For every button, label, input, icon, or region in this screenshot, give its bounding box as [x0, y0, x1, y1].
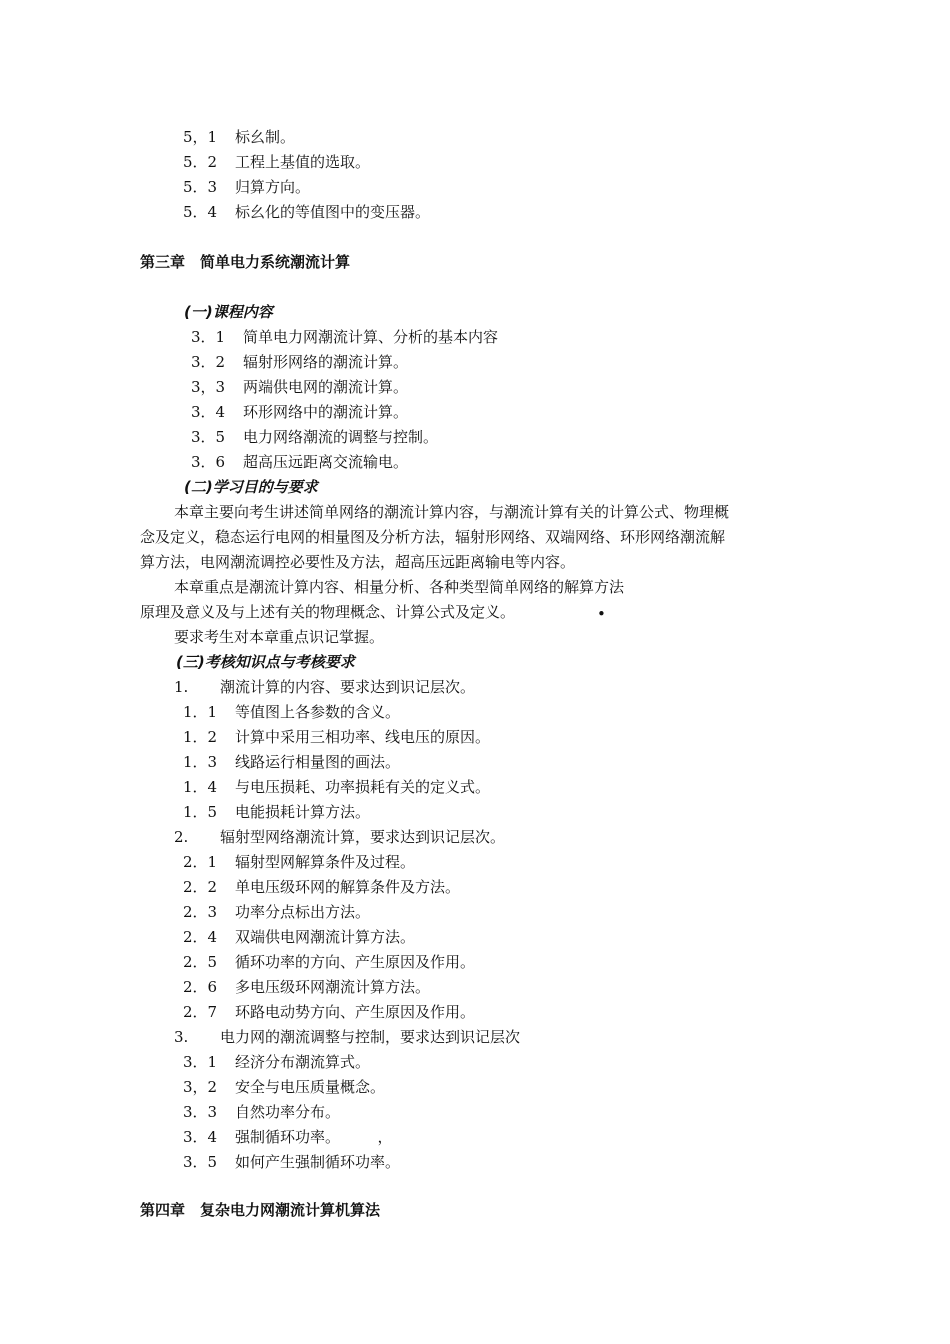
item-number: 2．2 [183, 878, 218, 896]
item-text: 循环功率的方向、产生原因及作用。 [235, 953, 476, 971]
group-number: 3. [174, 1028, 189, 1046]
list-item [183, 902, 370, 922]
item-number: 2．4 [183, 928, 218, 946]
paragraph-line: 要求考生对本章重点识记掌握。 [174, 628, 385, 646]
stray-dot: • [597, 605, 606, 623]
item-text: 辐射型网解算条件及过程。 [235, 853, 416, 871]
item-number: 3．6 [191, 453, 226, 471]
list-item [183, 202, 430, 222]
list-item [183, 802, 370, 822]
list-item [183, 127, 295, 147]
list-item [191, 327, 498, 347]
item-number: 2．7 [183, 1003, 218, 1021]
item-text: 归算方向。 [235, 178, 311, 196]
list-item [183, 852, 415, 872]
item-number: 3．5 [191, 428, 226, 446]
paragraph-line: 算方法，电网潮流调控必要性及方法，超高压远距离输电等内容。 [140, 553, 576, 571]
item-text: 线路运行相量图的画法。 [235, 753, 401, 771]
item-text: 超高压远距离交流输电。 [243, 453, 409, 471]
group-heading [174, 677, 475, 697]
section-heading-content: (一)课程内容 [184, 303, 273, 321]
item-text: 环路电动势方向、产生原因及作用。 [235, 1003, 476, 1021]
item-number: 1．3 [183, 753, 218, 771]
item-text: 单电压级环网的解算条件及方法。 [235, 878, 461, 896]
item-text: 电力网络潮流的调整与控制。 [243, 428, 439, 446]
paragraph-line: 念及定义，稳态运行电网的相量图及分析方法，辐射形网络、双端网络、环形网络潮流解 [140, 528, 726, 546]
list-item [191, 427, 438, 447]
item-number: 2．3 [183, 903, 218, 921]
list-item [183, 952, 475, 972]
item-text: 多电压级环网潮流计算方法。 [235, 978, 431, 996]
list-item [191, 402, 408, 422]
item-text: 如何产生强制循环功率。 [235, 1153, 401, 1171]
item-number: 3，3 [191, 378, 226, 396]
group-text: 辐射型网络潮流计算，要求达到识记层次。 [220, 828, 506, 846]
list-item [183, 977, 430, 997]
item-number: 1．2 [183, 728, 218, 746]
item-text: 安全与电压质量概念。 [235, 1078, 386, 1096]
item-number: 3，2 [183, 1078, 218, 1096]
list-item [183, 752, 400, 772]
item-number: 3．1 [183, 1053, 218, 1071]
item-text: 功率分点标出方法。 [235, 903, 371, 921]
item-number: 2．1 [183, 853, 218, 871]
item-number: 2．5 [183, 953, 218, 971]
paragraph-line: 原理及意义及与上述有关的物理概念、计算公式及定义。 [140, 603, 516, 621]
item-text: 双端供电网潮流计算方法。 [235, 928, 416, 946]
item-text: 电能损耗计算方法。 [235, 803, 371, 821]
group-text: 电力网的潮流调整与控制，要求达到识记层次 [220, 1028, 521, 1046]
item-number: 3．5 [183, 1153, 218, 1171]
item-text: 等值图上各参数的含义。 [235, 703, 401, 721]
list-item [183, 1102, 340, 1122]
item-number: 3．2 [191, 353, 226, 371]
item-number: 1．4 [183, 778, 218, 796]
list-item [183, 702, 400, 722]
list-item [183, 777, 490, 797]
section-heading-exam: (三)考核知识点与考核要求 [176, 653, 355, 671]
list-item [191, 452, 408, 472]
item-number: 3．4 [191, 403, 226, 421]
list-item [183, 1127, 393, 1147]
item-text: 辐射形网络的潮流计算。 [243, 353, 409, 371]
item-number: 5．4 [183, 203, 218, 221]
group-number: 1. [174, 678, 189, 696]
item-text: 简单电力网潮流计算、分析的基本内容 [243, 328, 499, 346]
item-number: 3．4 [183, 1128, 218, 1146]
list-item [183, 1077, 385, 1097]
item-text: 经济分布潮流算式。 [235, 1053, 371, 1071]
chapter-title: 第三章 简单电力系统潮流计算 [140, 253, 351, 271]
item-text: 标幺制。 [235, 128, 296, 146]
item-text: 与电压损耗、功率损耗有关的定义式。 [235, 778, 491, 796]
item-text: 计算中采用三相功率、线电压的原因。 [235, 728, 491, 746]
group-heading [174, 827, 505, 847]
item-number: 5．3 [183, 178, 218, 196]
list-item [183, 727, 490, 747]
item-text: 强制循环功率。 ， [235, 1128, 393, 1146]
item-number: 1．1 [183, 703, 218, 721]
list-item [183, 1052, 370, 1072]
item-number: 5．2 [183, 153, 218, 171]
list-item [183, 927, 415, 947]
list-item [183, 152, 370, 172]
item-number: 5，1 [183, 128, 218, 146]
list-item [183, 877, 460, 897]
group-number: 2. [174, 828, 189, 846]
item-text: 环形网络中的潮流计算。 [243, 403, 409, 421]
list-item [183, 1002, 475, 1022]
item-text: 两端供电网的潮流计算。 [243, 378, 409, 396]
item-number: 1．5 [183, 803, 218, 821]
group-heading [174, 1027, 520, 1047]
list-item [183, 177, 310, 197]
item-text: 工程上基值的选取。 [235, 153, 371, 171]
item-number: 2．6 [183, 978, 218, 996]
list-item [191, 352, 408, 372]
paragraph-line: 本章重点是潮流计算内容、相量分析、各种类型简单网络的解算方法 [174, 578, 625, 596]
item-text: 自然功率分布。 [235, 1103, 341, 1121]
group-text: 潮流计算的内容、要求达到识记层次。 [220, 678, 476, 696]
section-heading-goals: (二)学习目的与要求 [184, 478, 318, 496]
item-number: 3．3 [183, 1103, 218, 1121]
list-item [183, 1152, 400, 1172]
item-number: 3．1 [191, 328, 226, 346]
list-item [191, 377, 408, 397]
paragraph-line: 本章主要向考生讲述简单网络的潮流计算内容，与潮流计算有关的计算公式、物理概 [174, 503, 730, 521]
chapter-title: 第四章 复杂电力网潮流计算机算法 [140, 1201, 381, 1219]
item-text: 标幺化的等值图中的变压器。 [235, 203, 431, 221]
